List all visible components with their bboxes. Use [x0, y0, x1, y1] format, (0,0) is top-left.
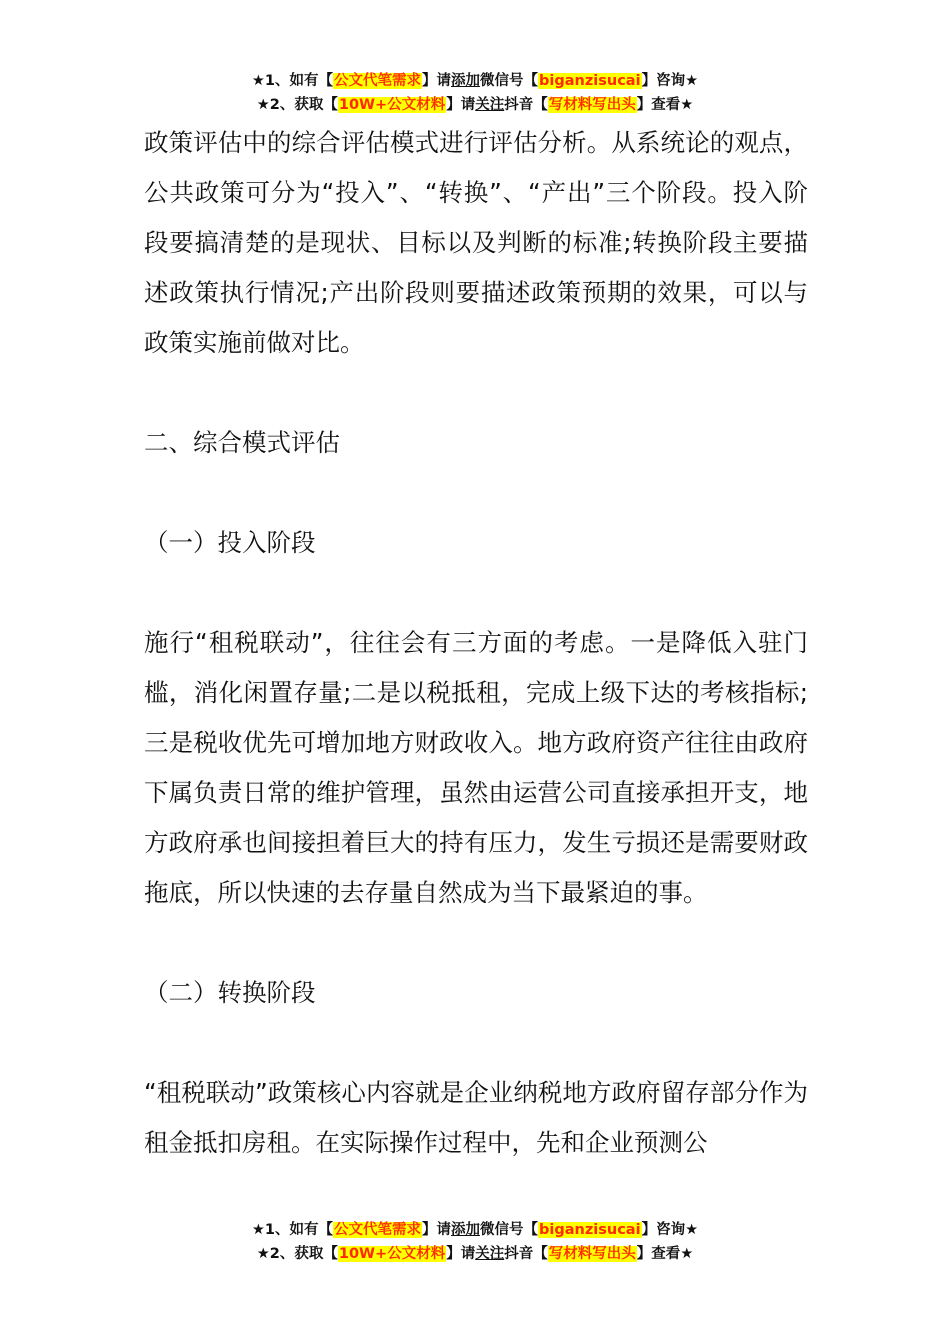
banner-text: 抖音【	[504, 97, 548, 113]
banner-line-2	[0, 93, 950, 117]
banner-underline: 关注	[475, 1246, 505, 1262]
banner-text: ★2、获取【	[256, 1246, 338, 1262]
banner-text: 】查看★	[636, 1246, 694, 1262]
banner-line-1	[0, 1218, 950, 1242]
banner-highlight: biganzisucai	[539, 1222, 641, 1238]
paragraph: “租税联动”政策核心内容就是企业纳税地方政府留存部分作为租金抵扣房租。在实际操作过程中，先和企业预测公	[144, 1078, 808, 1157]
banner-highlight: biganzisucai	[539, 73, 641, 89]
banner-text: 抖音【	[504, 1246, 548, 1262]
banner-text: 】请	[446, 1246, 476, 1262]
banner-highlight: 10W+公文材料	[338, 97, 446, 113]
banner-highlight: 10W+公文材料	[338, 1246, 446, 1262]
subsection-heading: （二）转换阶段	[144, 978, 316, 1007]
banner-line-1	[0, 69, 950, 93]
banner-highlight: 公文代笔需求	[334, 73, 422, 89]
banner-line-2	[0, 1242, 950, 1266]
banner-underline: 关注	[475, 97, 505, 113]
banner-highlight: 写材料写出头	[548, 97, 636, 113]
banner-underline: 添加	[451, 1222, 481, 1238]
section-heading: 二、综合模式评估	[144, 428, 340, 457]
banner-text: 】咨询★	[641, 73, 699, 89]
header-banner	[0, 69, 950, 117]
banner-text: 】请	[422, 73, 452, 89]
banner-text: ★2、获取【	[256, 97, 338, 113]
banner-text: 微信号【	[480, 73, 539, 89]
banner-text: 】咨询★	[641, 1222, 699, 1238]
paragraph: 政策评估中的综合评估模式进行评估分析。从系统论的观点，公共政策可分为“投入”、“转换”、“产出”三个阶段。投入阶段要搞清楚的是现状、目标以及判断的标准;转换阶段主要描述政策执行情况;产出阶段则要描述政策预期的效果，可以与政策实施前做对比。	[144, 128, 808, 357]
document-body	[144, 118, 808, 1168]
banner-text: 】请	[422, 1222, 452, 1238]
footer-banner	[0, 1218, 950, 1266]
banner-text: ★1、如有【	[251, 73, 334, 89]
banner-text: 】请	[446, 97, 476, 113]
banner-text: 】查看★	[636, 97, 694, 113]
banner-text: 微信号【	[480, 1222, 539, 1238]
subsection-heading: （一）投入阶段	[144, 528, 316, 557]
banner-highlight: 写材料写出头	[548, 1246, 636, 1262]
banner-highlight: 公文代笔需求	[334, 1222, 422, 1238]
banner-underline: 添加	[451, 73, 481, 89]
paragraph: 施行“租税联动”，往往会有三方面的考虑。一是降低入驻门槛，消化闲置存量;二是以税抵租，完成上级下达的考核指标;三是税收优先可增加地方财政收入。地方政府资产往往由政府下属负责日常的维护管理，虽然由运营公司直接承担开支，地方政府承也间接担着巨大的持有压力，发生亏损还是需要财政拖底，所以快速的去存量自然成为当下最紧迫的事。	[144, 628, 808, 907]
banner-text: ★1、如有【	[251, 1222, 334, 1238]
